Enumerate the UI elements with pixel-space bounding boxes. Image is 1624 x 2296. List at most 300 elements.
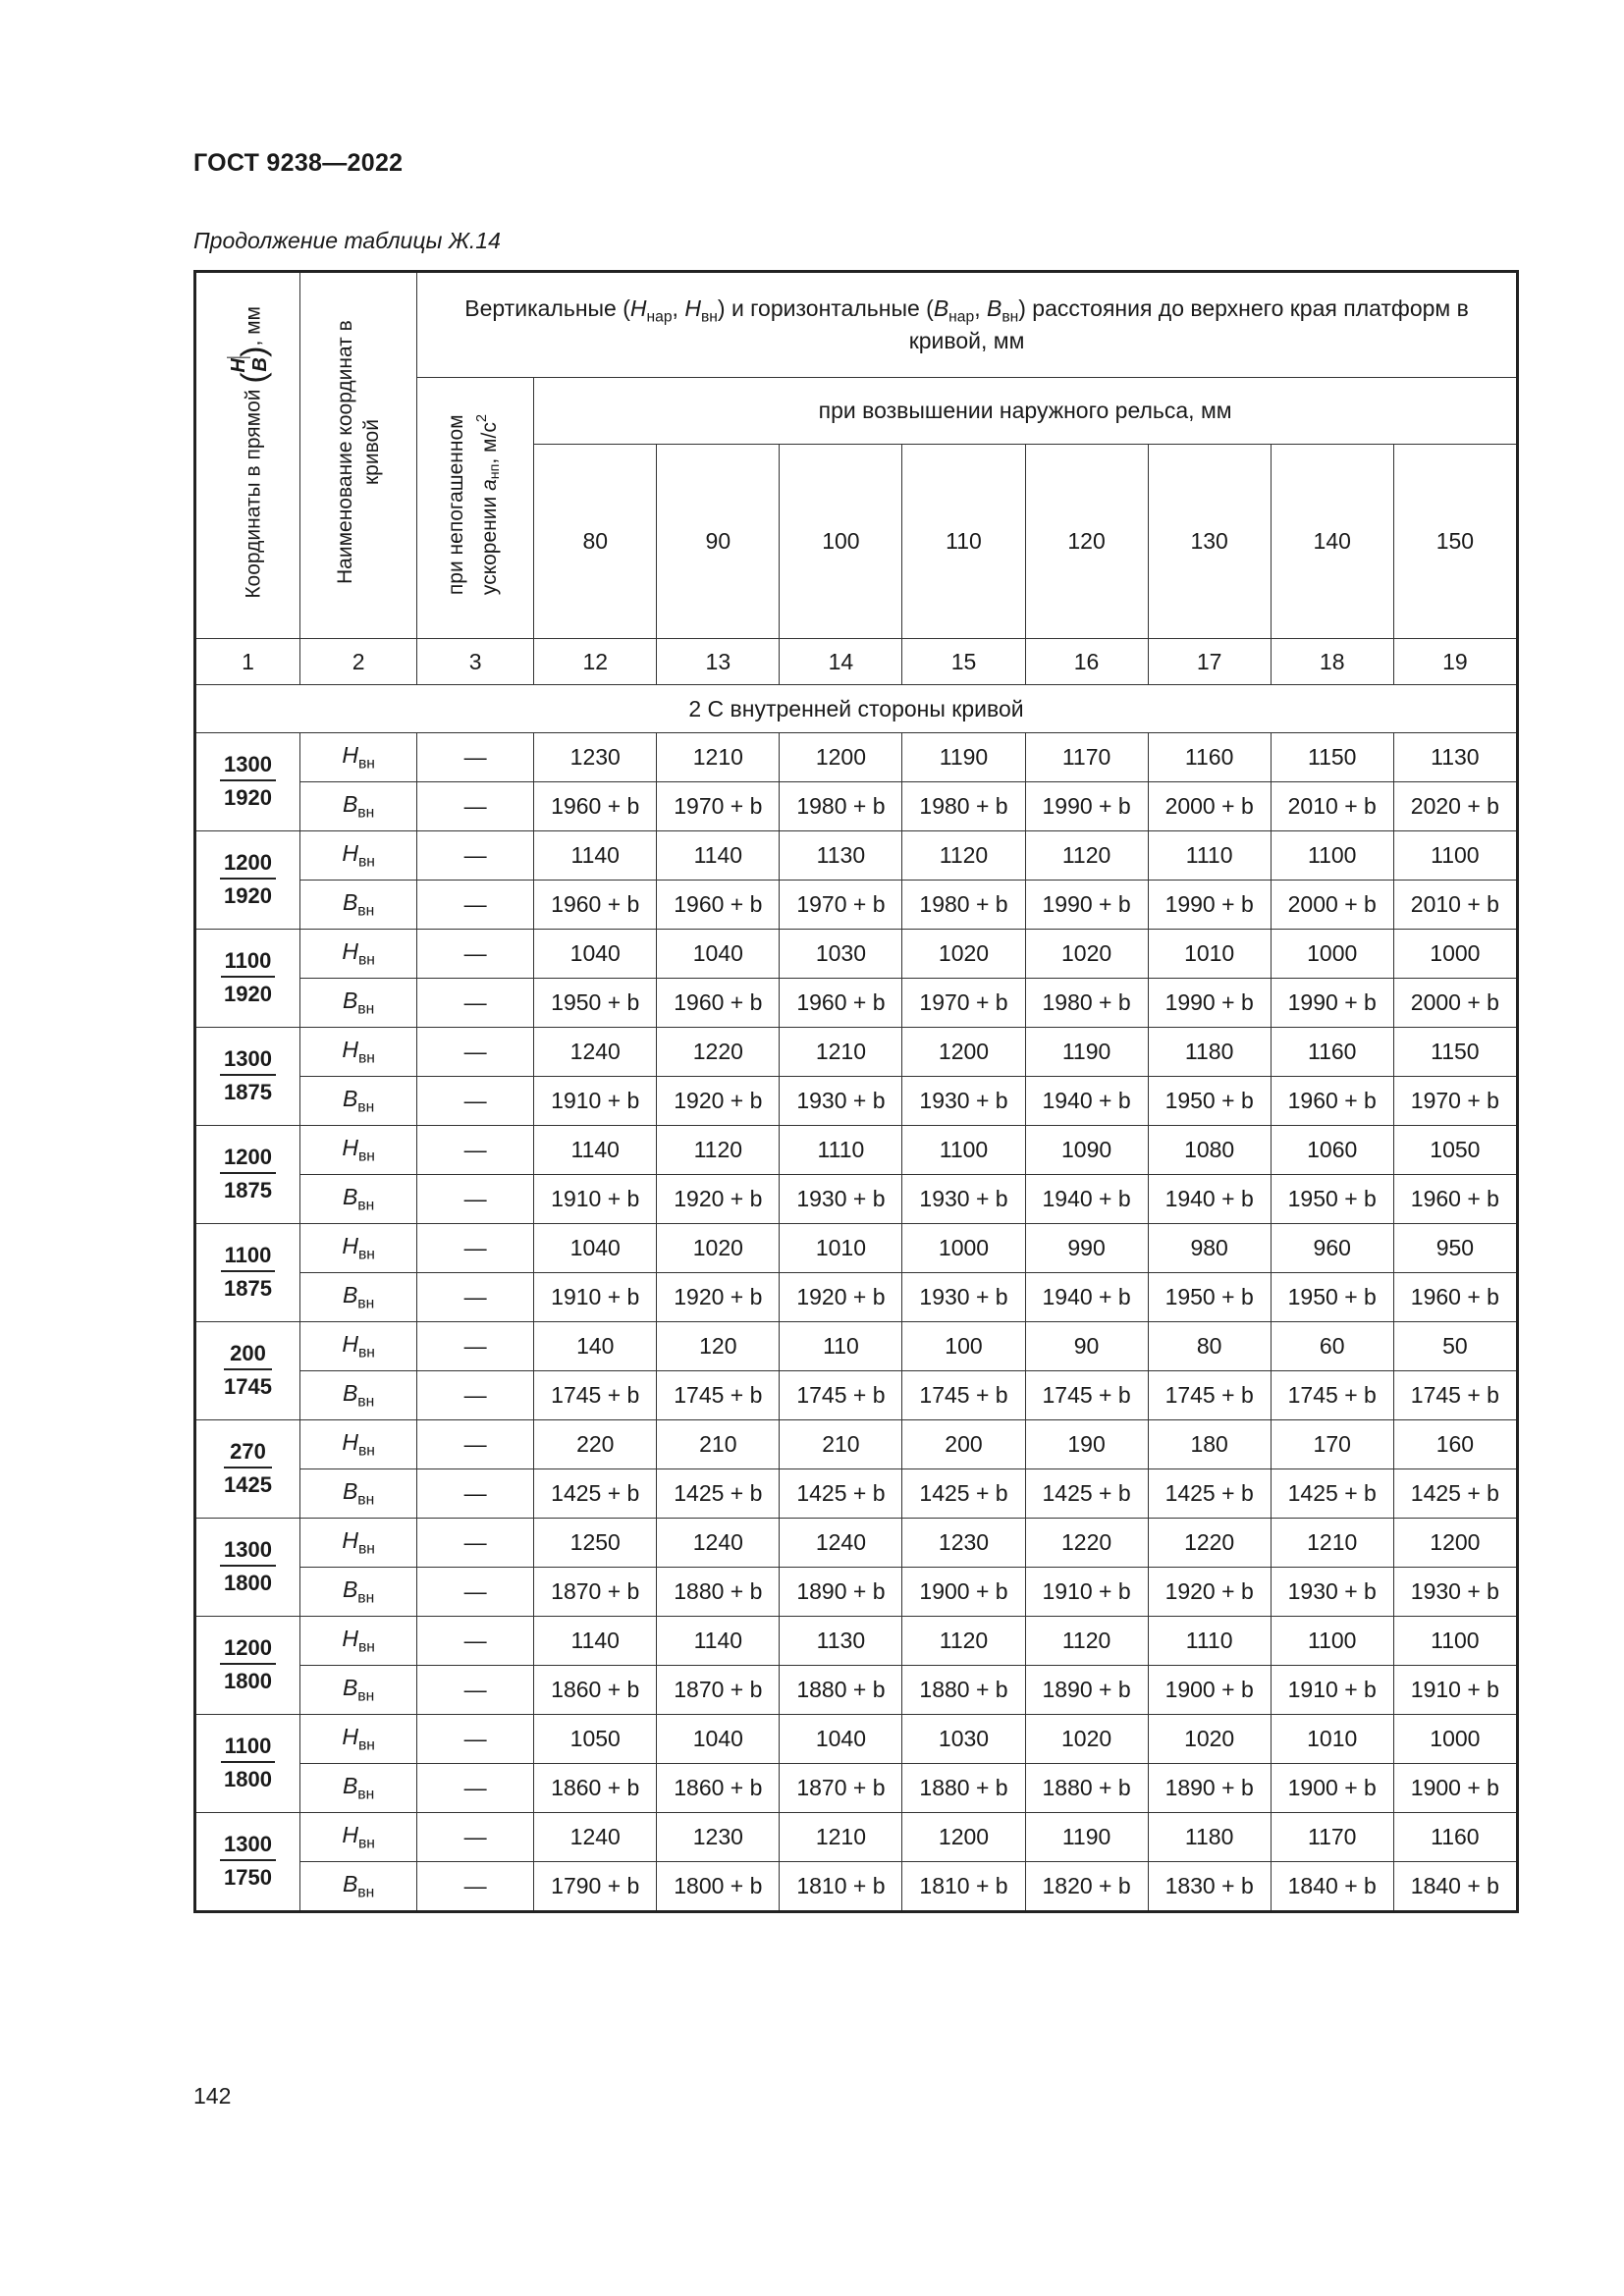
table-row <box>195 1617 1518 1666</box>
section-title: 2 С внутренней стороны кривой <box>195 685 1518 733</box>
value-cell: 1920 + b <box>657 1273 780 1322</box>
value-cell: 1050 <box>1393 1126 1517 1175</box>
h-label: $H_{вн}$ <box>300 1715 417 1764</box>
straight-coordinate-fraction: $\frac{1300}{1875}$ <box>195 1028 300 1126</box>
value-cell: 1745 + b <box>1025 1371 1148 1420</box>
value-cell: 1170 <box>1271 1813 1393 1862</box>
value-cell: 1820 + b <box>1025 1862 1148 1912</box>
table-row <box>195 733 1518 782</box>
value-cell: 1240 <box>534 1028 657 1077</box>
value-cell: 180 <box>1148 1420 1271 1469</box>
straight-coordinate-fraction: $\frac{1300}{1750}$ <box>195 1813 300 1912</box>
value-cell: 1130 <box>1393 733 1517 782</box>
table-row <box>195 979 1518 1028</box>
value-cell: 1960 + b <box>534 881 657 930</box>
column-number: 19 <box>1393 639 1517 685</box>
value-cell: 1930 + b <box>780 1077 902 1126</box>
value-cell: 1020 <box>902 930 1025 979</box>
table-row <box>195 831 1518 881</box>
value-cell: 1880 + b <box>902 1764 1025 1813</box>
straight-coordinate-fraction: $\frac{1300}{1920}$ <box>195 733 300 831</box>
value-cell: 1890 + b <box>780 1568 902 1617</box>
table-row <box>195 1371 1518 1420</box>
value-cell: 1990 + b <box>1025 782 1148 831</box>
column-number: 2 <box>300 639 417 685</box>
value-cell: 1120 <box>1025 831 1148 881</box>
value-cell: 1960 + b <box>1393 1273 1517 1322</box>
value-cell: 1040 <box>657 1715 780 1764</box>
column-number: 16 <box>1025 639 1148 685</box>
value-cell: 1425 + b <box>780 1469 902 1519</box>
column-number: 3 <box>417 639 534 685</box>
value-cell: 1210 <box>657 733 780 782</box>
value-cell: 1090 <box>1025 1126 1148 1175</box>
value-cell: 1080 <box>1148 1126 1271 1175</box>
h-label: $H_{вн}$ <box>300 1617 417 1666</box>
value-cell: 1210 <box>780 1813 902 1862</box>
value-cell: 1230 <box>534 733 657 782</box>
value-cell: 1040 <box>657 930 780 979</box>
value-cell: 1745 + b <box>902 1371 1025 1420</box>
value-cell: 1930 + b <box>780 1175 902 1224</box>
value-cell: 1140 <box>534 1126 657 1175</box>
value-cell: 1120 <box>657 1126 780 1175</box>
value-cell: 1830 + b <box>1148 1862 1271 1912</box>
acceleration-cell: — <box>417 1862 534 1912</box>
acceleration-cell: — <box>417 1715 534 1764</box>
value-cell: 1960 + b <box>780 979 902 1028</box>
h-label: $H_{вн}$ <box>300 1322 417 1371</box>
value-cell: 1890 + b <box>1025 1666 1148 1715</box>
document-title: ГОСТ 9238—2022 <box>193 149 404 177</box>
table-row <box>195 1568 1518 1617</box>
value-cell: 1180 <box>1148 1813 1271 1862</box>
value-cell: 1140 <box>534 1617 657 1666</box>
column-number: 1 <box>195 639 300 685</box>
value-cell: 1990 + b <box>1148 881 1271 930</box>
value-cell: 100 <box>902 1322 1025 1371</box>
value-cell: 2020 + b <box>1393 782 1517 831</box>
value-cell: 1870 + b <box>534 1568 657 1617</box>
value-cell: 1020 <box>1025 1715 1148 1764</box>
value-cell: 1940 + b <box>1025 1273 1148 1322</box>
table-row <box>195 1813 1518 1862</box>
value-cell: 1030 <box>902 1715 1025 1764</box>
value-cell: 1190 <box>1025 1028 1148 1077</box>
value-cell: 1900 + b <box>1271 1764 1393 1813</box>
elevation-header: 80 <box>534 445 657 639</box>
value-cell: 1250 <box>534 1519 657 1568</box>
value-cell: 1970 + b <box>1393 1077 1517 1126</box>
value-cell: 1000 <box>1393 1715 1517 1764</box>
value-cell: 1880 + b <box>780 1666 902 1715</box>
b-label: $B_{вн}$ <box>300 979 417 1028</box>
value-cell: 1745 + b <box>780 1371 902 1420</box>
table-row <box>195 881 1518 930</box>
value-cell: 60 <box>1271 1322 1393 1371</box>
acceleration-cell: — <box>417 1371 534 1420</box>
value-cell: 1930 + b <box>1393 1568 1517 1617</box>
value-cell: 1060 <box>1271 1126 1393 1175</box>
acceleration-cell: — <box>417 1469 534 1519</box>
acceleration-cell: — <box>417 831 534 881</box>
value-cell: 1140 <box>534 831 657 881</box>
value-cell: 1425 + b <box>1148 1469 1271 1519</box>
value-cell: 1100 <box>1271 831 1393 881</box>
b-label: $B_{вн}$ <box>300 1666 417 1715</box>
value-cell: 1160 <box>1271 1028 1393 1077</box>
straight-coordinate-fraction: $\frac{1200}{1800}$ <box>195 1617 300 1715</box>
col2-header: Наименование координат в кривой <box>334 320 384 585</box>
value-cell: 1745 + b <box>1148 1371 1271 1420</box>
h-over-b-fraction: H B <box>227 357 271 373</box>
value-cell: 1040 <box>534 930 657 979</box>
value-cell: 1120 <box>1025 1617 1148 1666</box>
acceleration-cell: — <box>417 1126 534 1175</box>
h-label: $H_{вн}$ <box>300 1519 417 1568</box>
straight-coordinate-fraction: $\frac{1200}{1920}$ <box>195 831 300 930</box>
acceleration-cell: — <box>417 1273 534 1322</box>
value-cell: 1210 <box>1271 1519 1393 1568</box>
elevation-header: 110 <box>902 445 1025 639</box>
acceleration-cell: — <box>417 1028 534 1077</box>
value-cell: 1860 + b <box>534 1764 657 1813</box>
value-cell: 1160 <box>1148 733 1271 782</box>
elevation-header: 90 <box>657 445 780 639</box>
acceleration-cell: — <box>417 930 534 979</box>
column-number: 17 <box>1148 639 1271 685</box>
elevation-header: 120 <box>1025 445 1148 639</box>
value-cell: 1920 + b <box>1148 1568 1271 1617</box>
value-cell: 1190 <box>1025 1813 1148 1862</box>
value-cell: 110 <box>780 1322 902 1371</box>
table-row <box>195 1715 1518 1764</box>
value-cell: 1745 + b <box>534 1371 657 1420</box>
value-cell: 90 <box>1025 1322 1148 1371</box>
value-cell: 1970 + b <box>780 881 902 930</box>
value-cell: 1960 + b <box>1271 1077 1393 1126</box>
value-cell: 1950 + b <box>1271 1175 1393 1224</box>
value-cell: 1220 <box>657 1028 780 1077</box>
b-label: $B_{вн}$ <box>300 1862 417 1912</box>
column-number: 12 <box>534 639 657 685</box>
value-cell: 1890 + b <box>1148 1764 1271 1813</box>
value-cell: 80 <box>1148 1322 1271 1371</box>
value-cell: 210 <box>780 1420 902 1469</box>
column-number: 14 <box>780 639 902 685</box>
value-cell: 1990 + b <box>1271 979 1393 1028</box>
value-cell: 1910 + b <box>534 1175 657 1224</box>
value-cell: 1880 + b <box>1025 1764 1148 1813</box>
value-cell: 1000 <box>902 1224 1025 1273</box>
table-row <box>195 1273 1518 1322</box>
value-cell: 1200 <box>780 733 902 782</box>
elevation-header: 130 <box>1148 445 1271 639</box>
value-cell: 190 <box>1025 1420 1148 1469</box>
value-cell: 1745 + b <box>657 1371 780 1420</box>
col1-header: Координаты в прямой ( H B ), мм <box>227 306 273 599</box>
value-cell: 1900 + b <box>1393 1764 1517 1813</box>
value-cell: 1950 + b <box>1148 1273 1271 1322</box>
sub-header: при возвышении наружного рельса, мм <box>534 378 1518 445</box>
value-cell: 1810 + b <box>902 1862 1025 1912</box>
b-label: $B_{вн}$ <box>300 782 417 831</box>
value-cell: 1240 <box>657 1519 780 1568</box>
acceleration-cell: — <box>417 1224 534 1273</box>
value-cell: 1040 <box>534 1224 657 1273</box>
value-cell: 1930 + b <box>902 1273 1025 1322</box>
b-label: $B_{вн}$ <box>300 1077 417 1126</box>
value-cell: 1950 + b <box>1271 1273 1393 1322</box>
value-cell: 1920 + b <box>657 1077 780 1126</box>
value-cell: 1210 <box>780 1028 902 1077</box>
value-cell: 1230 <box>657 1813 780 1862</box>
value-cell: 980 <box>1148 1224 1271 1273</box>
h-label: $H_{вн}$ <box>300 733 417 782</box>
value-cell: 1000 <box>1271 930 1393 979</box>
b-label: $B_{вн}$ <box>300 1469 417 1519</box>
value-cell: 1010 <box>780 1224 902 1273</box>
acceleration-cell: — <box>417 1420 534 1469</box>
value-cell: 1810 + b <box>780 1862 902 1912</box>
value-cell: 1010 <box>1271 1715 1393 1764</box>
table-row <box>195 1028 1518 1077</box>
value-cell: 1920 + b <box>780 1273 902 1322</box>
value-cell: 1130 <box>780 1617 902 1666</box>
col3-header-cell <box>417 378 534 639</box>
value-cell: 1990 + b <box>1025 881 1148 930</box>
table-row <box>195 1764 1518 1813</box>
value-cell: 1150 <box>1271 733 1393 782</box>
acceleration-cell: — <box>417 1813 534 1862</box>
value-cell: 50 <box>1393 1322 1517 1371</box>
b-label: $B_{вн}$ <box>300 1568 417 1617</box>
value-cell: 1950 + b <box>534 979 657 1028</box>
value-cell: 210 <box>657 1420 780 1469</box>
value-cell: 1960 + b <box>1393 1175 1517 1224</box>
value-cell: 1930 + b <box>902 1077 1025 1126</box>
value-cell: 1130 <box>780 831 902 881</box>
value-cell: 1940 + b <box>1025 1175 1148 1224</box>
table-row <box>195 1666 1518 1715</box>
value-cell: 2010 + b <box>1393 881 1517 930</box>
value-cell: 1200 <box>902 1028 1025 1077</box>
col1-header-suffix: , мм <box>242 306 265 347</box>
col1-header-prefix: Координаты в прямой <box>242 389 265 599</box>
value-cell: 1970 + b <box>902 979 1025 1028</box>
value-cell: 170 <box>1271 1420 1393 1469</box>
elevation-header: 100 <box>780 445 902 639</box>
b-label: $B_{вн}$ <box>300 1175 417 1224</box>
value-cell: 1860 + b <box>657 1764 780 1813</box>
b-label: $B_{вн}$ <box>300 1764 417 1813</box>
value-cell: 1980 + b <box>902 881 1025 930</box>
value-cell: 1910 + b <box>534 1077 657 1126</box>
value-cell: 1110 <box>1148 831 1271 881</box>
value-cell: 1745 + b <box>1393 1371 1517 1420</box>
b-label: $B_{вн}$ <box>300 1273 417 1322</box>
col2-header-cell <box>300 272 417 639</box>
value-cell: 1020 <box>657 1224 780 1273</box>
value-cell: 1980 + b <box>780 782 902 831</box>
elevation-header: 150 <box>1393 445 1517 639</box>
value-cell: 140 <box>534 1322 657 1371</box>
column-number: 18 <box>1271 639 1393 685</box>
acceleration-cell: — <box>417 1322 534 1371</box>
value-cell: 1160 <box>1393 1813 1517 1862</box>
value-cell: 1220 <box>1025 1519 1148 1568</box>
value-cell: 1190 <box>902 733 1025 782</box>
value-cell: 220 <box>534 1420 657 1469</box>
value-cell: 1120 <box>902 831 1025 881</box>
value-cell: 1900 + b <box>902 1568 1025 1617</box>
straight-coordinate-fraction: $\frac{1100}{1920}$ <box>195 930 300 1028</box>
value-cell: 1870 + b <box>657 1666 780 1715</box>
value-cell: 1880 + b <box>657 1568 780 1617</box>
table-row <box>195 1175 1518 1224</box>
value-cell: 2010 + b <box>1271 782 1393 831</box>
value-cell: 1910 + b <box>1271 1666 1393 1715</box>
value-cell: 1940 + b <box>1148 1175 1271 1224</box>
elevation-header: 140 <box>1271 445 1393 639</box>
page-number: 142 <box>193 2083 232 2109</box>
value-cell: 1230 <box>902 1519 1025 1568</box>
value-cell: 1050 <box>534 1715 657 1764</box>
table-row <box>195 782 1518 831</box>
value-cell: 1960 + b <box>657 881 780 930</box>
value-cell: 1240 <box>780 1519 902 1568</box>
value-cell: 1110 <box>780 1126 902 1175</box>
acceleration-cell: — <box>417 1519 534 1568</box>
value-cell: 960 <box>1271 1224 1393 1273</box>
value-cell: 1425 + b <box>534 1469 657 1519</box>
value-cell: 1880 + b <box>902 1666 1025 1715</box>
value-cell: 1220 <box>1148 1519 1271 1568</box>
value-cell: 1425 + b <box>1025 1469 1148 1519</box>
value-cell: 1910 + b <box>1025 1568 1148 1617</box>
acceleration-cell: — <box>417 979 534 1028</box>
value-cell: 1840 + b <box>1393 1862 1517 1912</box>
h-label: $H_{вн}$ <box>300 1420 417 1469</box>
distance-table <box>193 270 1519 1913</box>
value-cell: 1100 <box>902 1126 1025 1175</box>
col1-header-cell <box>195 272 300 639</box>
acceleration-cell: — <box>417 1175 534 1224</box>
straight-coordinate-fraction: $\frac{1100}{1800}$ <box>195 1715 300 1813</box>
value-cell: 1920 + b <box>657 1175 780 1224</box>
value-cell: 1425 + b <box>1393 1469 1517 1519</box>
value-cell: 2000 + b <box>1271 881 1393 930</box>
acceleration-cell: — <box>417 1764 534 1813</box>
value-cell: 990 <box>1025 1224 1148 1273</box>
column-number: 15 <box>902 639 1025 685</box>
value-cell: 1000 <box>1393 930 1517 979</box>
table-row <box>195 1126 1518 1175</box>
value-cell: 950 <box>1393 1224 1517 1273</box>
value-cell: 1150 <box>1393 1028 1517 1077</box>
top-header: Вертикальные ($H_{нар}$, $H_{вн}$) и горизонтальные ($B_{нар}$, $B_{вн}$) расстояния до верхнего края платформ в кривой, мм <box>417 272 1518 378</box>
value-cell: 2000 + b <box>1148 782 1271 831</box>
value-cell: 1040 <box>780 1715 902 1764</box>
value-cell: 1020 <box>1148 1715 1271 1764</box>
table-caption: Продолжение таблицы Ж.14 <box>193 228 501 253</box>
value-cell: 1240 <box>534 1813 657 1862</box>
value-cell: 1800 + b <box>657 1862 780 1912</box>
acceleration-cell: — <box>417 1617 534 1666</box>
value-cell: 1140 <box>657 1617 780 1666</box>
value-cell: 1200 <box>1393 1519 1517 1568</box>
value-cell: 1170 <box>1025 733 1148 782</box>
acceleration-cell: — <box>417 1568 534 1617</box>
value-cell: 1900 + b <box>1148 1666 1271 1715</box>
value-cell: 1110 <box>1148 1617 1271 1666</box>
column-number: 13 <box>657 639 780 685</box>
acceleration-cell: — <box>417 1666 534 1715</box>
acceleration-cell: — <box>417 782 534 831</box>
value-cell: 1180 <box>1148 1028 1271 1077</box>
value-cell: 1970 + b <box>657 782 780 831</box>
value-cell: 1100 <box>1271 1617 1393 1666</box>
value-cell: 1030 <box>780 930 902 979</box>
value-cell: 1940 + b <box>1025 1077 1148 1126</box>
value-cell: 1425 + b <box>657 1469 780 1519</box>
table-row <box>195 1862 1518 1912</box>
acceleration-cell: — <box>417 881 534 930</box>
value-cell: 1010 <box>1148 930 1271 979</box>
value-cell: 1910 + b <box>534 1273 657 1322</box>
value-cell: 1200 <box>902 1813 1025 1862</box>
table-row <box>195 1420 1518 1469</box>
straight-coordinate-fraction: $\frac{200}{1745}$ <box>195 1322 300 1420</box>
value-cell: 1960 + b <box>534 782 657 831</box>
value-cell: 1840 + b <box>1271 1862 1393 1912</box>
col3-header: при непогашенном ускорении $a_{нп}$, $м/с^2$ <box>444 414 503 596</box>
value-cell: 1020 <box>1025 930 1148 979</box>
h-label: $H_{вн}$ <box>300 930 417 979</box>
h-label: $H_{вн}$ <box>300 1224 417 1273</box>
b-label: $B_{вн}$ <box>300 1371 417 1420</box>
value-cell: 120 <box>657 1322 780 1371</box>
table-row <box>195 1322 1518 1371</box>
h-label: $H_{вн}$ <box>300 1028 417 1077</box>
table-row <box>195 1519 1518 1568</box>
straight-coordinate-fraction: $\frac{1100}{1875}$ <box>195 1224 300 1322</box>
value-cell: 1950 + b <box>1148 1077 1271 1126</box>
straight-coordinate-fraction: $\frac{270}{1425}$ <box>195 1420 300 1519</box>
value-cell: 1140 <box>657 831 780 881</box>
table-row <box>195 1469 1518 1519</box>
value-cell: 200 <box>902 1420 1025 1469</box>
value-cell: 1870 + b <box>780 1764 902 1813</box>
value-cell: 2000 + b <box>1393 979 1517 1028</box>
table-row <box>195 1224 1518 1273</box>
value-cell: 1960 + b <box>657 979 780 1028</box>
value-cell: 1425 + b <box>902 1469 1025 1519</box>
value-cell: 1745 + b <box>1271 1371 1393 1420</box>
straight-coordinate-fraction: $\frac{1300}{1800}$ <box>195 1519 300 1617</box>
acceleration-cell: — <box>417 733 534 782</box>
value-cell: 160 <box>1393 1420 1517 1469</box>
value-cell: 1790 + b <box>534 1862 657 1912</box>
value-cell: 1860 + b <box>534 1666 657 1715</box>
value-cell: 1990 + b <box>1148 979 1271 1028</box>
table-row <box>195 930 1518 979</box>
h-label: $H_{вн}$ <box>300 1126 417 1175</box>
acceleration-cell: — <box>417 1077 534 1126</box>
value-cell: 1120 <box>902 1617 1025 1666</box>
straight-coordinate-fraction: $\frac{1200}{1875}$ <box>195 1126 300 1224</box>
h-label: $H_{вн}$ <box>300 831 417 881</box>
